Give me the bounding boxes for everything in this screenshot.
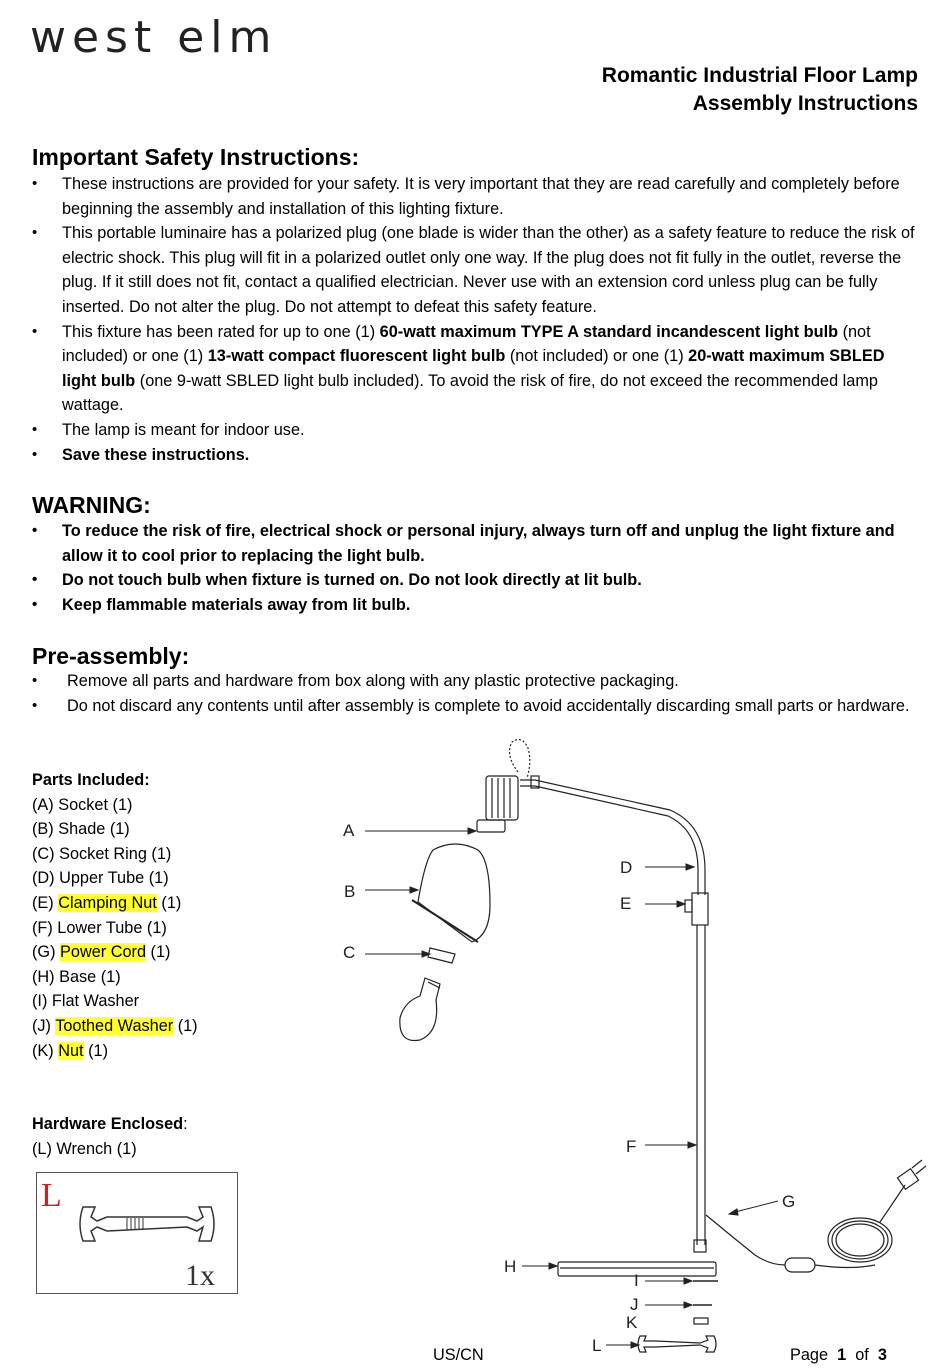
socket-part <box>486 776 518 820</box>
safety-item: • This portable luminaire has a polarized plug (one blade is wider than the other) as a safety feature to reduce the risk of electric shock. This plug will fit in a polarized outlet only one way. If the plug does not fit fully in the outlet, reverse the plug. If it still does not fit, contact a qualified electrician. Never use with an extension cord unless plug can be fully inserted. Do not alter the plug. Do not attempt to defeat this safety feature. <box>32 221 922 319</box>
hardware-item: (L) Wrench (1) <box>32 1139 137 1158</box>
safety-item: • These instructions are provided for your safety. It is very important that they are read carefully and completely before beginning the assembly and installation of this lighting fixture. <box>32 172 922 221</box>
label-e: E <box>620 894 632 913</box>
label-a: A <box>343 821 355 840</box>
warning-item: • To reduce the risk of fire, electrical shock or personal injury, always turn off and unplug the light fixture and allow it to cool prior to replacing the light bulb. <box>32 519 922 568</box>
label-f: F <box>626 1137 637 1156</box>
preassembly-list <box>32 669 922 718</box>
part-item: (F) Lower Tube (1) <box>32 918 167 937</box>
preassembly-item: • Do not discard any contents until after assembly is complete to avoid accidentally discarding small parts or hardware. <box>32 694 922 719</box>
parts-list <box>32 768 198 1063</box>
wrench-box-letter: L <box>41 1177 62 1214</box>
page-total: 3 <box>877 1346 887 1364</box>
page-indicator: Page 1 of 3 <box>790 1346 887 1364</box>
part-item: (G) Power Cord (1) <box>32 943 171 962</box>
safety-item: • Save these instructions. <box>32 443 922 468</box>
document-title: Romantic Industrial Floor Lamp <box>601 64 918 87</box>
label-k: K <box>626 1313 638 1332</box>
part-item: (A) Socket (1) <box>32 795 133 814</box>
warning-item: • Do not touch bulb when fixture is turned on. Do not look directly at lit bulb. <box>32 568 922 593</box>
label-l: L <box>592 1336 602 1355</box>
label-c: C <box>343 943 356 962</box>
wrench-icon <box>77 1199 217 1249</box>
parts-heading: Parts Included: <box>32 771 150 789</box>
safety-item: • The lamp is meant for indoor use. <box>32 418 922 443</box>
part-item: (B) Shade (1) <box>32 820 130 839</box>
part-item: (D) Upper Tube (1) <box>32 869 169 888</box>
part-item: (E) Clamping Nut (1) <box>32 893 182 912</box>
wrench-box-qty: 1x <box>185 1259 215 1292</box>
safety-heading: Important Safety Instructions: <box>32 144 360 170</box>
brand-logo: west elm <box>30 12 278 63</box>
label-d: D <box>620 858 633 877</box>
lamp-diagram <box>330 735 950 1365</box>
label-i: I <box>634 1271 639 1290</box>
part-item: (K) Nut (1) <box>32 1041 108 1060</box>
safety-list <box>32 172 922 467</box>
label-h: H <box>504 1257 517 1276</box>
part-item: (J) Toothed Washer (1) <box>32 1016 198 1035</box>
preassembly-item: • Remove all parts and hardware from box along with any plastic protective packaging. <box>32 669 922 694</box>
safety-item: • This fixture has been rated for up to one (1) 60-watt maximum TYPE A standard incandescent light bulb (not included) or one (1) 13-watt compact fluorescent light bulb (not included) or one (1) 20-watt maximum SBLED light bulb (one 9-watt SBLED light bulb included). To avoid the risk of fire, do not exceed the recommended lamp wattage. <box>32 320 922 418</box>
hardware-heading: Hardware Enclosed <box>32 1115 184 1133</box>
label-j: J <box>630 1295 639 1314</box>
wrench-box <box>36 1172 238 1294</box>
warning-heading: WARNING: <box>32 492 151 518</box>
warning-list <box>32 519 922 617</box>
footer-region: US/CN <box>433 1346 484 1364</box>
hardware-list: Hardware Enclosed: (L) Wrench (1) <box>32 1112 188 1161</box>
page-number: 1 <box>837 1346 847 1364</box>
label-b: B <box>344 882 356 901</box>
preassembly-heading: Pre-assembly: <box>32 643 190 669</box>
warning-item: • Keep flammable materials away from lit bulb. <box>32 593 922 618</box>
label-g: G <box>782 1192 796 1211</box>
part-item: (H) Base (1) <box>32 967 121 986</box>
part-item: (C) Socket Ring (1) <box>32 844 172 863</box>
document-subtitle: Assembly Instructions <box>692 92 918 115</box>
part-item: (I) Flat Washer <box>32 992 140 1011</box>
